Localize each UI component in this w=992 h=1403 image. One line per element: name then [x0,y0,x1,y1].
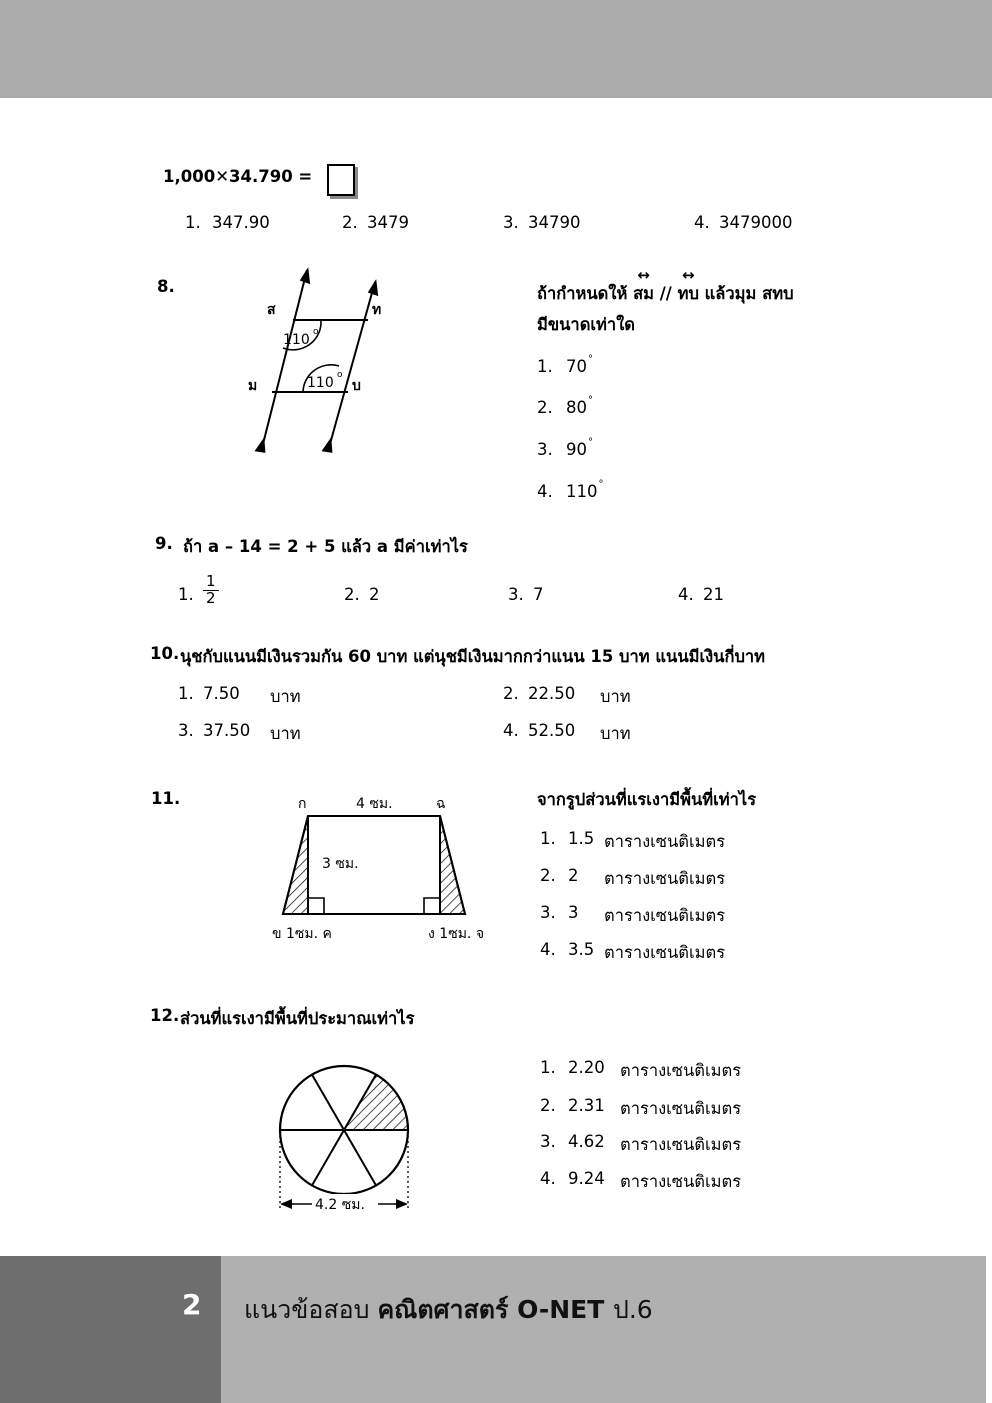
svg-text:4 ซม.: 4 ซม. [356,796,393,812]
question-12-figure [272,1052,432,1227]
degree-icon-1: ° [588,353,593,365]
question-8-option-2-number: 80 [566,398,587,417]
question-10-number: 10. [150,644,180,663]
question-7-option-4-value[interactable]: 3479000 [719,213,793,232]
footer-title [244,1290,653,1330]
question-12-option-2-label[interactable]: 2. [540,1096,556,1115]
question-7-option-1-label[interactable]: 1. [185,213,201,232]
question-10-option-2-value[interactable]: 22.50 [528,684,576,703]
question-8-stem-prefix: ถ้ากำหนดให้ [537,284,634,303]
footer-title-grade: ป.6 [612,1295,653,1324]
fraction-denominator: 2 [206,588,216,607]
question-10-option-1-unit: บาท [270,687,301,706]
question-8-figure [225,262,405,452]
svg-text:ท: ท [372,302,382,318]
svg-text:110: 110 [307,375,334,391]
question-12-option-1-unit: ตารางเซนติเมตร [620,1061,742,1080]
question-8-option-4-value[interactable] [566,478,604,501]
question-8-segment-2 [677,266,699,307]
svg-text:ม: ม [248,378,258,394]
question-10-option-2-unit: บาท [600,687,631,706]
question-11-option-3-label[interactable]: 3. [540,903,556,922]
double-arrow-icon-2: ↔ [681,266,695,284]
question-9-option-4-label[interactable]: 4. [678,585,694,604]
question-10-option-3-unit: บาท [270,724,301,743]
question-9-option-3-label[interactable]: 3. [508,585,524,604]
question-10-stem: นุชกับแนนมีเงินรวมกัน 60 บาท แต่นุชมีเงินมากกว่าแนน 15 บาท แนนมีเงินกี่บาท [180,647,766,666]
degree-icon-3: ° [588,436,593,448]
question-8-option-2-value[interactable] [566,394,593,417]
fraction-numerator: 1 [206,572,216,590]
question-8-stem-line1 [537,266,794,307]
question-11-stem: จากรูปส่วนที่แรเงามีพื้นที่เท่าไร [537,790,757,809]
question-8-option-1-value[interactable] [566,353,593,376]
question-7-option-3-label[interactable]: 3. [503,213,519,232]
fraction-one-half [203,574,219,607]
question-12-option-4-label[interactable]: 4. [540,1169,556,1188]
svg-text:ข 1ซม. ค: ข 1ซม. ค [272,926,332,942]
question-11-number: 11. [151,789,181,808]
question-8-option-4-label[interactable]: 4. [537,482,553,501]
question-10-option-4-value[interactable]: 52.50 [528,721,576,740]
page-content-area [0,98,992,1255]
question-12-option-1-value[interactable]: 2.20 [568,1058,605,1077]
question-10-option-4-unit: บาท [600,724,631,743]
question-7-option-2-value[interactable]: 3479 [367,213,409,232]
question-10-option-4-label[interactable]: 4. [503,721,519,740]
question-8-option-3-number: 90 [566,440,587,459]
double-arrow-icon: ↔ [637,266,650,284]
question-9-option-3-value[interactable]: 7 [533,585,544,604]
question-8-option-4-number: 110 [566,482,598,501]
question-11-option-2-unit: ตารางเซนติเมตร [604,869,726,888]
question-12-option-2-unit: ตารางเซนติเมตร [620,1099,742,1118]
question-12-option-4-value[interactable]: 9.24 [568,1169,605,1188]
question-7-option-3-value[interactable]: 34790 [528,213,581,232]
question-10-option-1-value[interactable]: 7.50 [203,684,240,703]
question-11-option-3-unit: ตารางเซนติเมตร [604,906,726,925]
question-8-option-3-value[interactable] [566,436,593,459]
question-7-option-4-label[interactable]: 4. [694,213,710,232]
svg-text:ง 1ซม. จ: ง 1ซม. จ [428,926,485,942]
svg-text:3 ซม.: 3 ซม. [322,856,359,872]
question-12-option-3-unit: ตารางเซนติเมตร [620,1135,742,1154]
degree-icon-4: ° [598,478,604,490]
footer-title-subject: คณิตศาสตร์ O-NET [377,1295,613,1324]
question-10-option-3-value[interactable]: 37.50 [203,721,251,740]
question-11-option-1-label[interactable]: 1. [540,829,556,848]
question-8-stem-suffix: แล้วมุม สทบ [698,284,794,303]
svg-text:o: o [313,327,319,337]
question-11-option-4-value[interactable]: 3.5 [568,940,595,959]
question-12-option-1-label[interactable]: 1. [540,1058,556,1077]
question-9-option-4-value[interactable]: 21 [703,585,724,604]
question-8-segment-1 [633,266,655,307]
question-9-stem: ถ้า a – 14 = 2 + 5 แล้ว a มีค่าเท่าไร [183,537,468,556]
svg-text:110: 110 [283,332,310,348]
question-11-figure [260,786,490,966]
question-8-segment-2-label: ทบ [677,284,699,303]
question-11-option-3-value[interactable]: 3 [568,903,579,922]
question-7-option-2-label[interactable]: 2. [342,213,358,232]
question-11-option-4-unit: ตารางเซนติเมตร [604,943,726,962]
question-11-option-1-value[interactable]: 1.5 [568,829,595,848]
question-7-option-1-value[interactable]: 347.90 [212,213,270,232]
question-8-option-3-label[interactable]: 3. [537,440,553,459]
question-8-number: 8. [157,277,175,296]
svg-text:ฉ: ฉ [436,796,446,812]
question-7-answer-box[interactable] [327,164,355,196]
question-8-stem-line2: มีขนาดเท่าใด [537,315,635,334]
question-12-number: 12. [150,1006,180,1025]
question-11-option-1-unit: ตารางเซนติเมตร [604,832,726,851]
question-10-option-1-label[interactable]: 1. [178,684,194,703]
page-top-band [0,0,992,98]
question-7-stem: 1,000✕34.790 = [163,167,313,186]
question-8-parallel-symbol: // [654,284,678,303]
question-9-option-2-label[interactable]: 2. [344,585,360,604]
degree-icon-2: ° [588,394,593,406]
question-11-option-2-value[interactable]: 2 [568,866,579,885]
question-10-option-3-label[interactable]: 3. [178,721,194,740]
footer-title-part-1: แนวข้อสอบ [244,1295,378,1324]
svg-text:ส: ส [267,302,276,318]
question-12-option-3-label[interactable]: 3. [540,1132,556,1151]
footer-page-number-block [0,1256,221,1403]
question-9-number: 9. [155,534,173,553]
question-9-option-1-label[interactable]: 1. [178,585,194,604]
svg-text:บ: บ [352,378,361,394]
question-10-option-2-label[interactable]: 2. [503,684,519,703]
page-number: 2 [182,1288,202,1321]
question-12-option-2-value[interactable]: 2.31 [568,1096,605,1115]
question-11-option-4-label[interactable]: 4. [540,940,556,959]
question-8-option-2-label[interactable]: 2. [537,398,553,417]
question-12-option-4-unit: ตารางเซนติเมตร [620,1172,742,1191]
svg-text:ก: ก [298,796,307,812]
question-9-option-1-value[interactable] [203,572,219,609]
question-8-option-1-number: 70 [566,357,587,376]
question-12-option-3-value[interactable]: 4.62 [568,1132,605,1151]
question-8-option-1-label[interactable]: 1. [537,357,553,376]
question-8-segment-1-label: สม [633,284,655,303]
svg-text:4.2 ซม.: 4.2 ซม. [315,1197,365,1213]
svg-text:o: o [337,370,343,380]
question-11-option-2-label[interactable]: 2. [540,866,556,885]
question-9-option-2-value[interactable]: 2 [369,585,380,604]
question-12-stem: ส่วนที่แรเงามีพื้นที่ประมาณเท่าไร [180,1009,415,1028]
